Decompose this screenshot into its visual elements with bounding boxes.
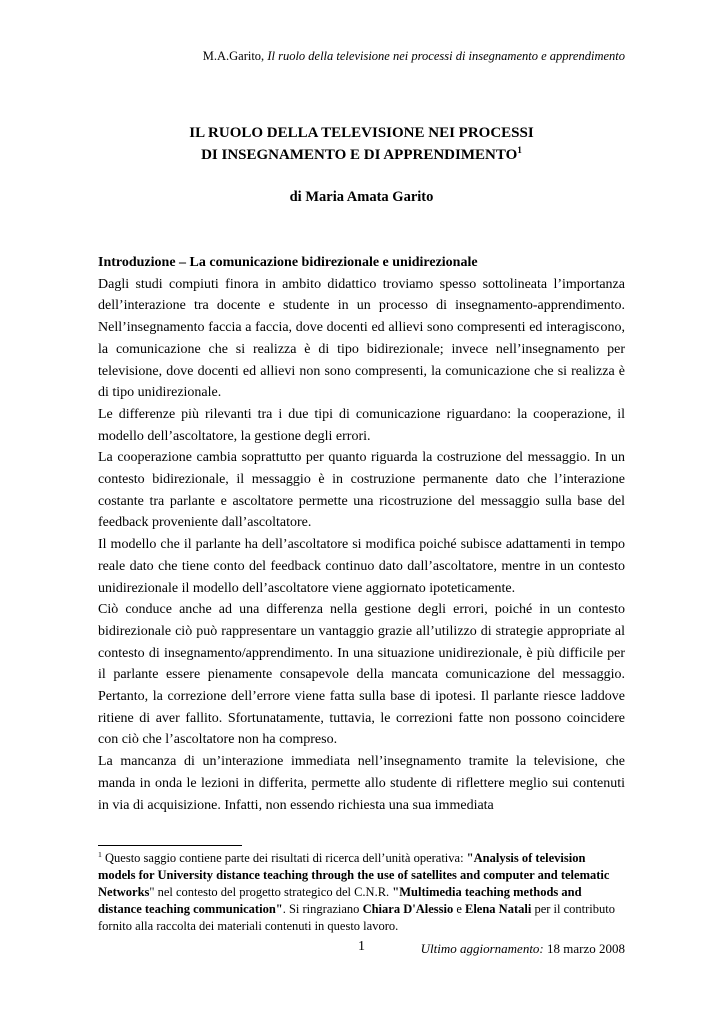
title-footnote-ref: 1 bbox=[517, 146, 522, 156]
footnote-marker: 1 bbox=[98, 850, 102, 859]
running-header bbox=[98, 49, 625, 64]
document-title-line1: IL RUOLO DELLA TELEVISIONE NEI PROCESSI bbox=[189, 125, 534, 141]
footnote-separator bbox=[98, 845, 242, 846]
document-body bbox=[98, 252, 625, 844]
last-update-label: Ultimo aggiornamento: bbox=[420, 941, 544, 956]
footnote-text: Questo saggio contiene parte dei risultati di ricerca dell’unità operativa: "Analysis of television models for University distance teaching through the use of satellites and computer and telematic Networks" nel contesto del progetto strategico del C.N.R. "Multimedia teaching methods and distance teaching communication". Si ringraziano Chiara D'Alessio e Elena Natali per il contributo fornito alla raccolta dei materiali contenuti in questo lavoro. bbox=[98, 851, 615, 933]
footnote bbox=[98, 850, 625, 937]
document-title bbox=[98, 122, 625, 166]
running-header-work-title: Il ruolo della televisione nei processi di insegnamento e apprendimento bbox=[267, 49, 625, 63]
document-title-line2: DI INSEGNAMENTO E DI APPRENDIMENTO bbox=[201, 147, 518, 163]
body-paragraph: La mancanza di un’interazione immediata nell’insegnamento tramite la televisione, che manda in onda le lezioni in differita, permette allo studente di riflettere meglio sui contenuti in via di acquisizione. Infatti, non essendo richiesta una sua immediata bbox=[98, 754, 625, 813]
body-paragraph: La cooperazione cambia soprattutto per quanto riguarda la costruzione del messaggio. In un contesto bidirezionale, il messaggio è in costruzione permanente dato che l’interazione costante tra parlante e ascoltatore permette una ricostruzione del messaggio sulla base del feedback proveniente dall’ascoltatore. bbox=[98, 450, 625, 531]
body-paragraph: Dagli studi compiuti finora in ambito didattico troviamo spesso sottolineata l’importanza dell’interazione tra docente e studente in un processo di insegnamento-apprendimento. Nell’insegnamento faccia a faccia, dove docenti ed allievi sono compresenti ed interagiscono, la comunicazione che si realizza è di tipo bidirezionale; invece nell’insegnamento per televisione, dove docenti ed allievi non sono compresenti, la comunicazione che si realizza è di tipo unidirezionale. bbox=[98, 276, 625, 401]
body-paragraph: Ciò conduce anche ad una differenza nella gestione degli errori, poiché in un contesto bidirezionale ciò può rappresentare un vantaggio grazie all’utilizzo di strategie appropriate al contesto di insegnamento/apprendimento. In una situazione unidirezionale, è più difficile per il parlante essere pienamente consapevole della mancata comunicazione del messaggio. Pertanto, la correzione dell’errore viene fatta sulla base di ipotesi. Il parlante riesce laddove ritiene di aver fallito. Sfortunatamente, tuttavia, le correzioni fatte non possono coincidere con ciò che l’ascoltatore non ha compreso. bbox=[98, 602, 625, 748]
body-paragraph: Le differenze più rilevanti tra i due tipi di comunicazione riguardano: la cooperazione, il modello dell’ascoltatore, la gestione degli errori. bbox=[98, 406, 625, 444]
running-header-author: M.A.Garito, bbox=[202, 49, 268, 63]
last-update-note bbox=[98, 941, 625, 957]
page-number: 1 bbox=[358, 939, 365, 954]
byline: di Maria Amata Garito bbox=[289, 189, 434, 205]
section-heading: Introduzione – La comunicazione bidirezionale e unidirezionale bbox=[98, 255, 478, 270]
last-update-date: 18 marzo 2008 bbox=[543, 941, 625, 956]
body-paragraph: Il modello che il parlante ha dell’ascoltatore si modifica poiché subisce adattamenti in tempo reale dato che tiene conto del feedback continuo dato dall’ascoltatore, mentre in un contesto unidirezionale il modello dell’ascoltatore viene aggiornato ipoteticamente. bbox=[98, 537, 625, 596]
